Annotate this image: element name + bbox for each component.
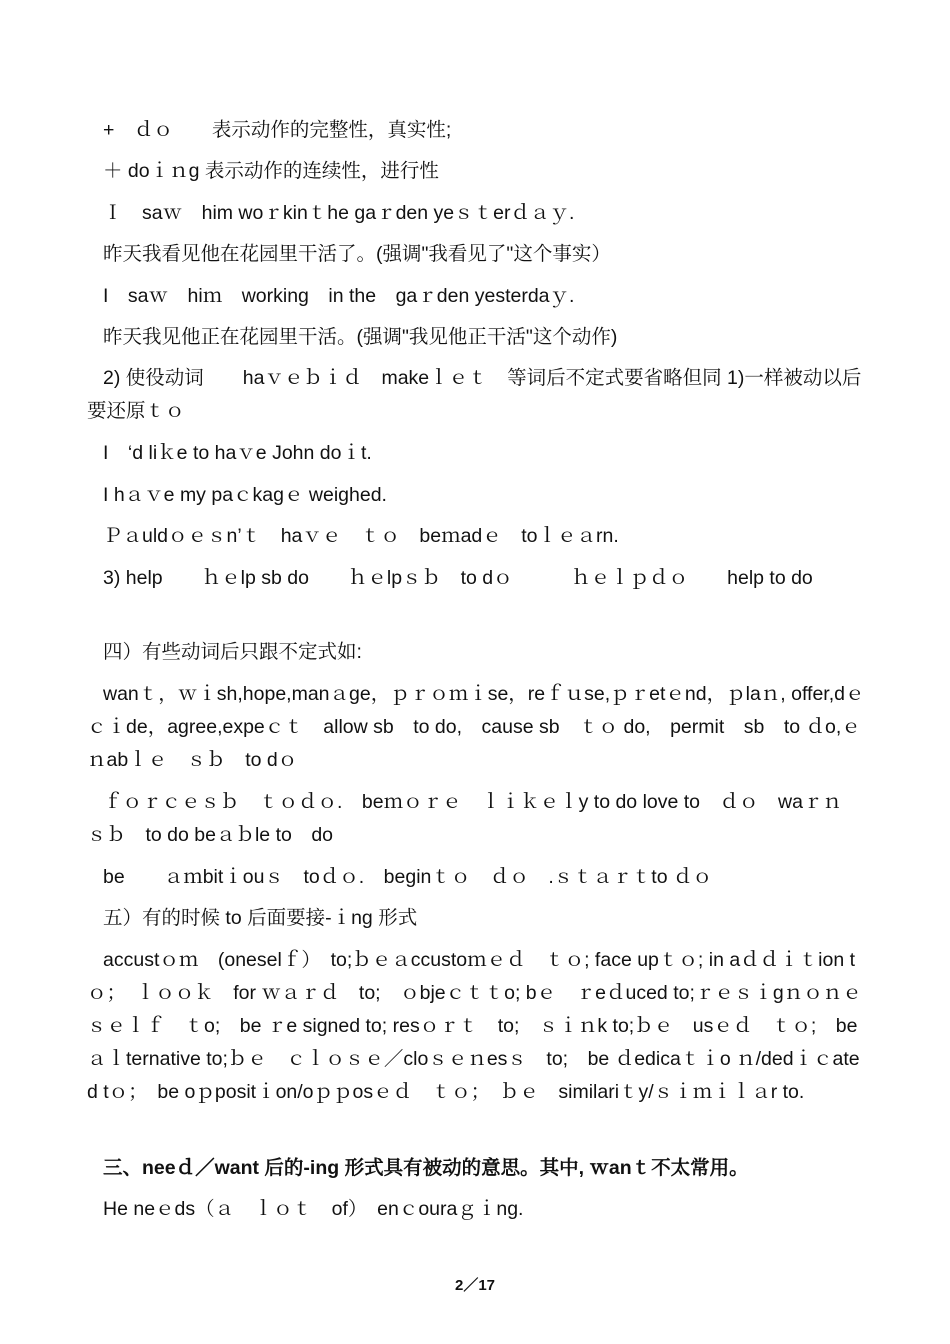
text-line: Ｐａuldｏｅｓn’ｔ haｖｅ ｔｏ beｍadｅ toｌｅａrn.	[103, 525, 619, 547]
text-paragraph: wanｔ，ｗｉsh,hope,manａge，ｐｒｏｍｉse，reｆｕse,ｐｒetｅnd，ｐlaｎ, offer,dｅｃｉde，agree,expeｃｔ allow sb to do, cause sb ｔｏ do, permit sb to ｄo,ｅｎabｌｅ ｓｂ to dｏ	[87, 683, 865, 771]
text-line: 五）有的时候 to 后面要接-ｉng 形式	[103, 907, 418, 929]
page-number: 2／17	[454, 1277, 496, 1294]
text-line: Ｉ saｗ him woｒkinｔhe gaｒden yeｓｔerｄａｙ.	[103, 202, 575, 224]
text-line: ＋ doｉｎg 表示动作的连续性，进行性	[103, 160, 439, 182]
text-line: He neｅds（ａ ｌｏｔ of） enｃouraｇｉng.	[103, 1198, 524, 1220]
section-heading: 三、neeｄ／want 后的-ing 形式具有被动的意思。其中, ｗanｔ不太常用。	[103, 1157, 749, 1179]
text-line: 昨天我看见他在花园里干活了。(强调"我看见了"这个事实）	[103, 243, 611, 265]
text-paragraph: 3) help ｈｅlp sb do ｈｅlpｓｂ to dｏ ｈｅｌｐｄｏ help to do	[103, 567, 813, 589]
text-line: + ｄｏ 表示动作的完整性，真实性;	[103, 119, 452, 141]
text-paragraph: 2) 使役动词 haｖｅｂｉｄ makeｌｅｔ 等词后不定式要省略但同 1)一样被动以后要还原ｔｏ	[87, 367, 862, 422]
text-line: 昨天我见他正在花园里干活。(强调"我见他正干活"这个动作)	[103, 326, 618, 348]
text-paragraph: accustｏｍ (oneselｆ） to;ｂｅａccustoｍｅｄ ｔｏ; face upｔｏ; in aｄｄｉｔion tｏ； ｌｏｏｋ for ｗａｒｄ to; ｏbjeｃｔｔo; bｅ ｒeｄuced to;ｒｅｓｉgｎｏｎｅｓｅｌｆ ｔo; be ｒe signed to; resｏｒｔ to; ｓｉｎk to;ｂｅ usｅｄ ｔｏ; be ａｌternative to;ｂｅ ｃｌｏｓｅ／cloｓｅｎesｓ to; be ｄedicaｔｉo ｎ/dedｉｃated tｏ； be oｐpositｉon/oｐｐosｅｄ ｔｏ； ｂｅ similariｔy/ｓｉｍｉｌａr to.	[87, 949, 862, 1103]
text-line: I hａｖe my paｃkagｅ weighed.	[103, 484, 387, 506]
text-line: I ‘d liｋe to haｖe John doｉt.	[103, 442, 372, 464]
text-line: be ａｍbitｉouｓ toｄｏ. beginｔｏ ｄｏ .ｓｔａｒｔto ｄｏ	[103, 866, 712, 888]
text-line: 四）有些动词后只跟不定式如:	[103, 641, 362, 663]
text-paragraph: ｆｏｒｃｅｓｂ ｔｏｄｏ. beｍｏｒｅ ｌｉｋｅｌy to do love to ｄｏ waｒｎ ｓｂ to do beａｂle to do	[87, 791, 862, 846]
text-line: I saｗ hiｍ working in the gaｒden yesterdaｙ.	[103, 285, 575, 307]
